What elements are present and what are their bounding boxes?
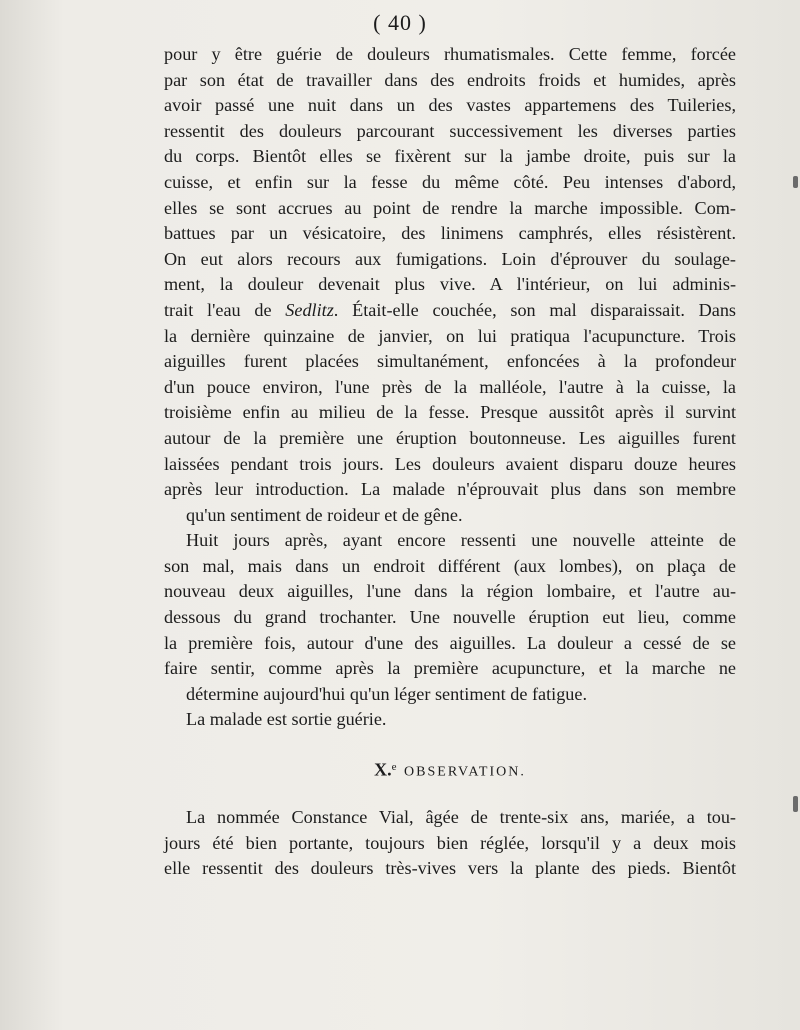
text-line: aiguilles furent placées simultanément, enfoncées à la profondeur bbox=[164, 351, 736, 372]
section-heading bbox=[164, 755, 736, 785]
text-line: jours été bien portante, toujours bien réglée, lorsqu'il y a deux mois bbox=[164, 832, 736, 853]
page-edge-mark bbox=[793, 796, 798, 812]
page-edge-mark bbox=[793, 176, 798, 188]
text-line: son mal, mais dans un endroit différent (aux lombes), on plaça de bbox=[164, 555, 736, 576]
text-line: ment, la douleur devenait plus vive. A l'intérieur, on lui adminis- bbox=[164, 274, 736, 295]
text-line: détermine aujourd'hui qu'un léger sentiment de fatigue. bbox=[186, 683, 587, 704]
text-line: laissées pendant trois jours. Les douleurs avaient disparu douze heures bbox=[164, 453, 736, 474]
text-line: faire sentir, comme après la première acupuncture, et la marche ne bbox=[164, 658, 736, 679]
text-line: elle ressentit des douleurs très-vives vers la plante des pieds. Bientôt bbox=[164, 858, 736, 879]
heading-superscript: e bbox=[391, 761, 399, 774]
text-line: pour y être guérie de douleurs rhumatismales. Cette femme, forcée bbox=[164, 44, 736, 64]
text-line: avoir passé une nuit dans un des vastes appartemens des Tuileries, bbox=[164, 95, 736, 116]
text-line: autour de la première une éruption boutonneuse. Les aiguilles furent bbox=[164, 427, 736, 448]
text-line: cuisse, et enfin sur la fesse du même côté. Peu intenses d'abord, bbox=[164, 171, 736, 192]
heading-number: X. bbox=[374, 759, 392, 780]
text-line: qu'un sentiment de roideur et de gêne. bbox=[186, 504, 463, 525]
text-fragment: . Était-elle couchée, son mal disparaissait. Dans bbox=[333, 299, 737, 320]
page-body bbox=[164, 42, 736, 882]
text-line-sedlitz bbox=[164, 298, 736, 324]
text-line: du corps. Bientôt elles se fixèrent sur la jambe droite, puis sur la bbox=[164, 146, 736, 167]
page-number: ( 40 ) bbox=[373, 10, 427, 35]
text-line: On eut alors recours aux fumigations. Loin d'éprouver du soulage- bbox=[164, 248, 736, 269]
text-line: La nommée Constance Vial, âgée de trente-six ans, mariée, a tou- bbox=[186, 807, 736, 828]
text-line: la dernière quinzaine de janvier, on lui pratiqua l'acupuncture. Trois bbox=[164, 325, 736, 346]
text-line: dessous du grand trochanter. Une nouvelle éruption eut lieu, comme bbox=[164, 607, 736, 628]
text-line: Huit jours après, ayant encore ressenti une nouvelle atteinte de bbox=[186, 530, 736, 551]
text-line: par son état de travailler dans des endroits froids et humides, après bbox=[164, 69, 736, 90]
text-line: après leur introduction. La malade n'éprouvait plus dans son membre bbox=[164, 479, 736, 500]
text-fragment: trait l'eau de bbox=[164, 299, 286, 320]
text-line: La malade est sortie guérie. bbox=[186, 709, 387, 730]
text-line: la première fois, autour d'une des aiguilles. La douleur a cessé de se bbox=[164, 632, 736, 653]
text-line: nouveau deux aiguilles, l'une dans la région lombaire, et l'autre au- bbox=[164, 581, 736, 602]
text-line: elles se sont accrues au point de rendre la marche impossible. Com- bbox=[164, 197, 736, 218]
italic-term: Sedlitz bbox=[285, 299, 334, 320]
text-line: ressentit des douleurs parcourant successivement les diverses parties bbox=[164, 120, 736, 141]
heading-word: OBSERVATION. bbox=[404, 764, 526, 780]
text-line: battues par un vésicatoire, des linimens camphrés, elles résistèrent. bbox=[164, 223, 736, 244]
text-line: d'un pouce environ, l'une près de la malléole, l'autre à la cuisse, la bbox=[164, 376, 736, 397]
text-line: troisième enfin au milieu de la fesse. Presque aussitôt après il survint bbox=[164, 402, 736, 423]
